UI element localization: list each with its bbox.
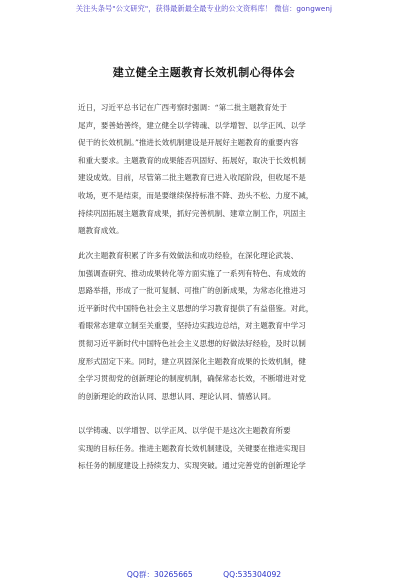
source-banner: 关注头条号"公文研究"，获得最新最全最专业的公文资料库！ 微信：gongwenj: [75, 4, 333, 13]
text-line: 此次主题教育积累了许多有效做法和成功经验，在深化理论武装、: [78, 251, 299, 260]
text-line: 建设成效。目前，尽管第二批主题教育已进入收尾阶段，但收尾不是: [78, 173, 306, 183]
text-line: 的创新理论的政治认同、思想认同、理论认同、情感认同。: [78, 391, 276, 401]
document-title: 建立健全主题教育长效机制心得体会: [112, 66, 296, 79]
text-line: 思路举措，形成了一批可复制、可推广的创新成果，为常态化推进习: [78, 286, 306, 296]
paragraph-2: [63, 247, 350, 405]
text-line: 促干的长效机制。”推进长效机制建设是开展好主题教育的重要内容: [78, 138, 299, 148]
text-line: 标任务的制度建设上持续发力、实现突破。通过完善党的创新理论学: [78, 461, 306, 471]
text-line: 和重大要求。主题教育的成果能否巩固好、拓展好，取决于长效机制: [78, 155, 306, 165]
text-line: 收场，更不是结束，而是要继续保持标准不降、劲头不松、力度不减，: [78, 190, 314, 200]
text-line: 全学习贯彻党的创新理论的制度机制，确保常态长效，不断增进对党: [78, 374, 306, 384]
text-line: 度形式固定下来。同时，建立巩固深化主题教育成果的长效机制，健: [78, 356, 306, 366]
document-body-3: [63, 422, 350, 475]
document-body-2: [63, 247, 350, 405]
qq-group-text: QQ群：30265665: [126, 570, 193, 579]
text-line: 题教育成效。: [78, 226, 124, 236]
paragraph-3: [63, 422, 350, 475]
text-line: 尾声，要善始善终，建立健全以学铸魂、以学增智、以学正风、以学: [78, 120, 306, 130]
text-line: 加强调查研究、推动成果转化等方面实施了一系列有特色、有成效的: [78, 268, 306, 278]
text-line: 近平新时代中国特色社会主义思想的学习教育提供了有益借鉴。对此，: [78, 303, 314, 313]
text-line: 持续巩固拓展主题教育成果，抓好完善机制、建章立制工作，巩固主: [78, 208, 306, 218]
qq-number-text: QQ:535304092: [223, 570, 282, 579]
paragraph-1: [63, 99, 350, 240]
document-body: [63, 99, 350, 240]
text-line: 近日，习近平总书记在广西考察时强调：“第二批主题教育处于: [78, 103, 287, 112]
text-line: 贯彻习近平新时代中国特色社会主义思想的好做法好经验，及时以制: [78, 338, 306, 348]
text-line: 以学铸魂、以学增智、以学正风、以学促干是这次主题教育所要: [78, 426, 291, 435]
text-line: 看眼常态建章立制至关重要，坚持边实践边总结，对主题教育中学习: [78, 321, 306, 331]
contact-footer: [0, 569, 408, 580]
text-line: 实现的目标任务。推进主题教育长效机制建设，关键要在推进实现目: [78, 443, 306, 453]
